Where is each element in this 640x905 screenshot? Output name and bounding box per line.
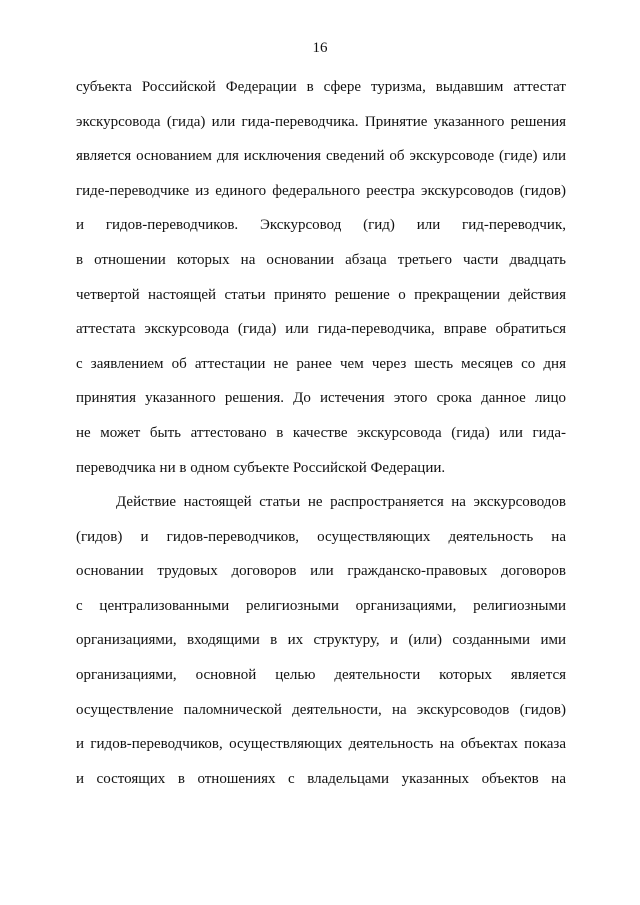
text-line: и гидов-переводчиков, осуществляющих деятельность на объектах показа <box>76 736 566 753</box>
text-line: и состоящих в отношениях с владельцами указанных объектов на <box>76 770 566 787</box>
paragraph-1 <box>76 70 566 485</box>
text-line: субъекта Российской Федерации в сфере туризма, выдавшим аттестат <box>76 79 566 95</box>
text-line: в отношении которых на основании абзаца третьего части двадцать <box>76 251 566 268</box>
paragraph-2 <box>76 485 566 796</box>
text-line: осуществление паломнической деятельности, на экскурсоводов (гидов) <box>76 701 566 718</box>
text-line: организациями, входящими в их структуру, и (или) созданными ими <box>76 632 566 649</box>
text-line: Действие настоящей статьи не распространяется на экскурсоводов <box>116 494 566 510</box>
text-line: аттестата экскурсовода (гида) или гида-переводчика, вправе обратиться <box>76 321 566 338</box>
text-line: переводчика ни в одном субъекте Российской Федерации. <box>76 459 446 476</box>
page-number: 16 <box>312 40 328 56</box>
text-line: экскурсовода (гида) или гида-переводчика. Принятие указанного решения <box>76 113 566 130</box>
text-line: (гидов) и гидов-переводчиков, осуществляющих деятельность на <box>76 528 566 545</box>
text-line: основании трудовых договоров или гражданско-правовых договоров <box>76 563 566 580</box>
text-line: гиде-переводчике из единого федерального реестра экскурсоводов (гидов) <box>76 182 566 199</box>
text-line: и гидов-переводчиков. Экскурсовод (гид) или гид-переводчик, <box>76 217 566 234</box>
text-line: не может быть аттестовано в качестве экскурсовода (гида) или гида- <box>76 424 566 441</box>
text-line: четвертой настоящей статьи принято решение о прекращении действия <box>76 286 566 303</box>
text-line: с заявлением об аттестации не ранее чем через шесть месяцев со дня <box>76 355 566 372</box>
text-line: с централизованными религиозными организациями, религиозными <box>76 597 566 614</box>
text-line: является основанием для исключения сведений об экскурсоводе (гиде) или <box>76 148 566 165</box>
text-line: принятия указанного решения. До истечения этого срока данное лицо <box>76 390 566 407</box>
text-line: организациями, основной целью деятельности которых является <box>76 666 566 683</box>
